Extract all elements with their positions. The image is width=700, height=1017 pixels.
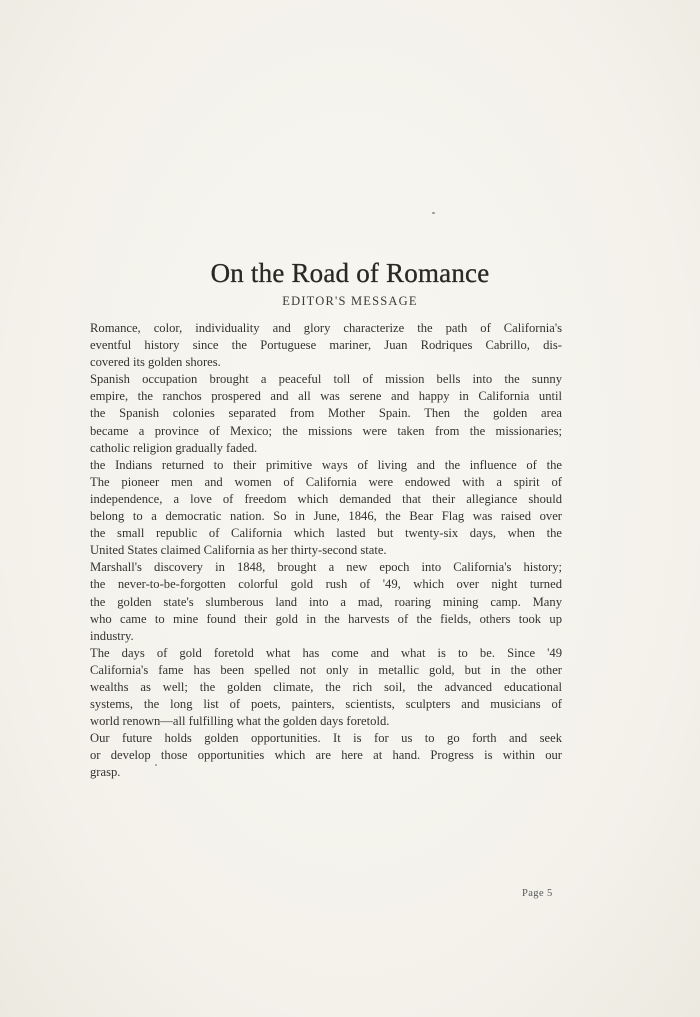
- body-line: Our future holds golden opportunities. It is for us to go forth and seek: [90, 731, 562, 746]
- body-line: the Spanish colonies separated from Mother Spain. Then the golden area: [90, 406, 562, 421]
- body-line: Marshall's discovery in 1848, brought a new epoch into California's history;: [90, 560, 562, 575]
- body-line: empire, the ranchos prospered and all was serene and happy in California until: [90, 389, 562, 404]
- body-line: covered its golden shores.: [90, 355, 221, 370]
- paper-speck: [432, 212, 435, 214]
- body-line: systems, the long list of poets, painters, scientists, sculpters and musicians of: [90, 697, 562, 712]
- body-line: The days of gold foretold what has come and what is to be. Since '49: [90, 645, 562, 660]
- body-line: United States claimed California as her thirty-second state.: [90, 543, 387, 558]
- editor-message-body: [90, 320, 562, 782]
- body-line: catholic religion gradually faded.: [90, 440, 258, 455]
- body-line: the never-to-be-forgotten colorful gold rush of '49, which over night turned: [90, 577, 562, 592]
- page-number: Page 5: [522, 888, 553, 899]
- body-line: industry.: [90, 628, 134, 643]
- body-line: wealths as well; the golden climate, the rich soil, the advanced educational: [90, 679, 562, 694]
- body-line: became a province of Mexico; the missions were taken from the missionaries;: [90, 423, 562, 438]
- body-line: independence, a love of freedom which demanded that their allegiance should: [90, 491, 562, 506]
- body-line: the Indians returned to their primitive ways of living and the influence of the: [90, 457, 562, 472]
- page-title: On the Road of Romance: [210, 258, 490, 288]
- paper-speck: [155, 764, 157, 766]
- body-line: Romance, color, individuality and glory characterize the path of California's: [90, 321, 562, 335]
- body-line: California's fame has been spelled not only in metallic gold, but in the other: [90, 662, 562, 677]
- body-line: the golden state's slumberous land into a mad, roaring mining camp. Many: [90, 594, 562, 609]
- body-line: the small republic of California which lasted but twenty-six days, when the: [90, 526, 562, 541]
- body-line: belong to a democratic nation. So in June, 1846, the Bear Flag was raised over: [90, 509, 562, 524]
- body-line: who came to mine found their gold in the harvests of the fields, others took up: [90, 611, 562, 626]
- page-subtitle: EDITOR'S MESSAGE: [282, 294, 418, 308]
- body-line: grasp.: [90, 765, 121, 780]
- body-line: eventful history since the Portuguese mariner, Juan Rodriques Cabrillo, dis-: [90, 338, 562, 353]
- body-line: The pioneer men and women of California were endowed with a spirit of: [90, 474, 562, 489]
- body-line: world renown—all fulfilling what the golden days foretold.: [90, 714, 390, 729]
- body-line: Spanish occupation brought a peaceful toll of mission bells into the sunny: [90, 372, 562, 387]
- body-line: or develop those opportunities which are here at hand. Progress is within our: [90, 748, 562, 763]
